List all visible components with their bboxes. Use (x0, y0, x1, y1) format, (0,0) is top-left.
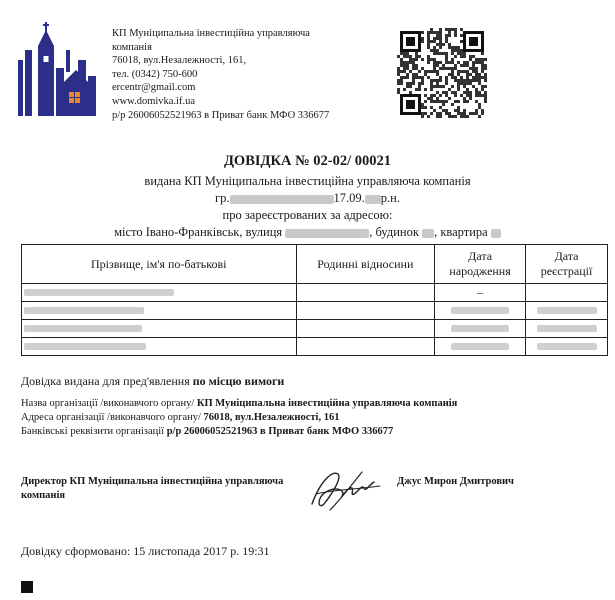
org-bank-row (21, 425, 457, 439)
table-row (22, 302, 608, 320)
handwritten-signature-icon (302, 464, 386, 514)
issued-to-text: видана КП Муніципальна інвестиційна управляюча компанія (144, 174, 471, 188)
address-line (0, 225, 615, 240)
issued-to-line (0, 174, 615, 189)
citizen-prefix: гр. (215, 191, 230, 205)
table-row (22, 320, 608, 338)
table-row (22, 338, 608, 356)
header-org-name-2: компанія (112, 41, 152, 53)
organization-header (112, 27, 329, 122)
header-org-name-1: КП Муніципальна інвестиційна управляюча (112, 28, 310, 39)
registered-line (0, 208, 615, 223)
address-city: місто Івано-Франківськ, вулиця (114, 225, 283, 239)
org-bank-value: р/р 26006052521963 в Приват банк МФО 336677 (166, 426, 394, 437)
relation-cell (296, 284, 435, 302)
registered-text: про зареєстрованих за адресою: (222, 208, 393, 222)
redacted-house (422, 229, 434, 238)
relation-cell (296, 338, 435, 356)
header-reg-line1: Дата (554, 249, 579, 263)
org-address-row (21, 411, 457, 425)
residents-table (21, 244, 608, 356)
header-birth-line1: Дата (468, 249, 493, 263)
header-birth-line2: народження (449, 264, 511, 278)
building-tower-logo-icon (18, 20, 98, 116)
organization-details (21, 397, 457, 439)
citizen-line (0, 191, 615, 206)
redacted-registration-date-cell (526, 320, 608, 338)
table-row (22, 284, 608, 302)
director-position-line2: компанія (21, 490, 66, 501)
org-name-row (21, 397, 457, 411)
org-bank-label: Банківські реквізити організації (21, 426, 167, 437)
square-marker-icon (21, 581, 33, 593)
purpose-line (21, 374, 284, 389)
header-relation: Родинні відносини (296, 245, 435, 284)
header-address: 76018, вул.Незалежності, 161, (112, 55, 247, 67)
redacted-birth-year (365, 195, 381, 204)
org-name-value: КП Муніципальна інвестиційна управляюча компанія (196, 398, 458, 409)
redacted-name-cell (22, 302, 297, 320)
redacted-registration-date-cell (526, 338, 608, 356)
relation-cell (296, 302, 435, 320)
org-address-label: Адреса організації /виконавчого органу/ (21, 412, 204, 423)
redacted-apartment (491, 229, 501, 238)
address-apartment: , квартира (434, 225, 488, 239)
org-address-value: 76018, вул.Незалежності, 161 (203, 412, 340, 423)
relation-cell (296, 320, 435, 338)
purpose-prefix: Довідка видана для пред'явлення (21, 374, 193, 388)
registration-date-cell (526, 284, 608, 302)
header-phone: тел. (0342) 750-600 (112, 68, 198, 80)
qr-code-icon (397, 28, 487, 118)
director-name: Джус Мирон Дмитрович (397, 476, 514, 487)
header-birth-date (435, 245, 526, 284)
redacted-name-cell (22, 320, 297, 338)
redacted-citizen-name (230, 195, 334, 204)
redacted-street (285, 229, 369, 238)
birth-date-partial: 17.09. (333, 191, 365, 205)
certificate-title: ДОВІДКА № 02-02/ 00021 (223, 153, 392, 169)
redacted-name-cell (22, 284, 297, 302)
redacted-birth-date-cell (435, 302, 526, 320)
header-website: www.domivka.if.ua (112, 95, 196, 107)
redacted-birth-date-cell (435, 338, 526, 356)
header-registration-date (526, 245, 608, 284)
header-bank: р/р 26006052521963 в Приват банк МФО 336677 (112, 109, 330, 121)
redacted-birth-date-cell (435, 320, 526, 338)
header-reg-line2: реєстрації (540, 264, 593, 278)
address-house: , будинок (369, 225, 419, 239)
header-name: Прізвище, ім'я по-батькові (22, 245, 297, 284)
formed-timestamp: Довідку сформовано: 15 листопада 2017 р. 19:31 (21, 544, 270, 558)
header-email: ercentr@gmail.com (112, 82, 196, 94)
director-position-line1: Директор КП Муніципальна інвестиційна управляюча (21, 476, 284, 487)
birth-suffix: р.н. (380, 191, 400, 205)
birth-date-cell: – (435, 284, 526, 302)
redacted-name-cell (22, 338, 297, 356)
table-header-row (22, 245, 608, 284)
redacted-registration-date-cell (526, 302, 608, 320)
purpose-value: по місцю вимоги (192, 374, 285, 388)
org-name-label: Назва організації /виконавчого органу/ (21, 398, 197, 409)
director-position (21, 475, 297, 503)
